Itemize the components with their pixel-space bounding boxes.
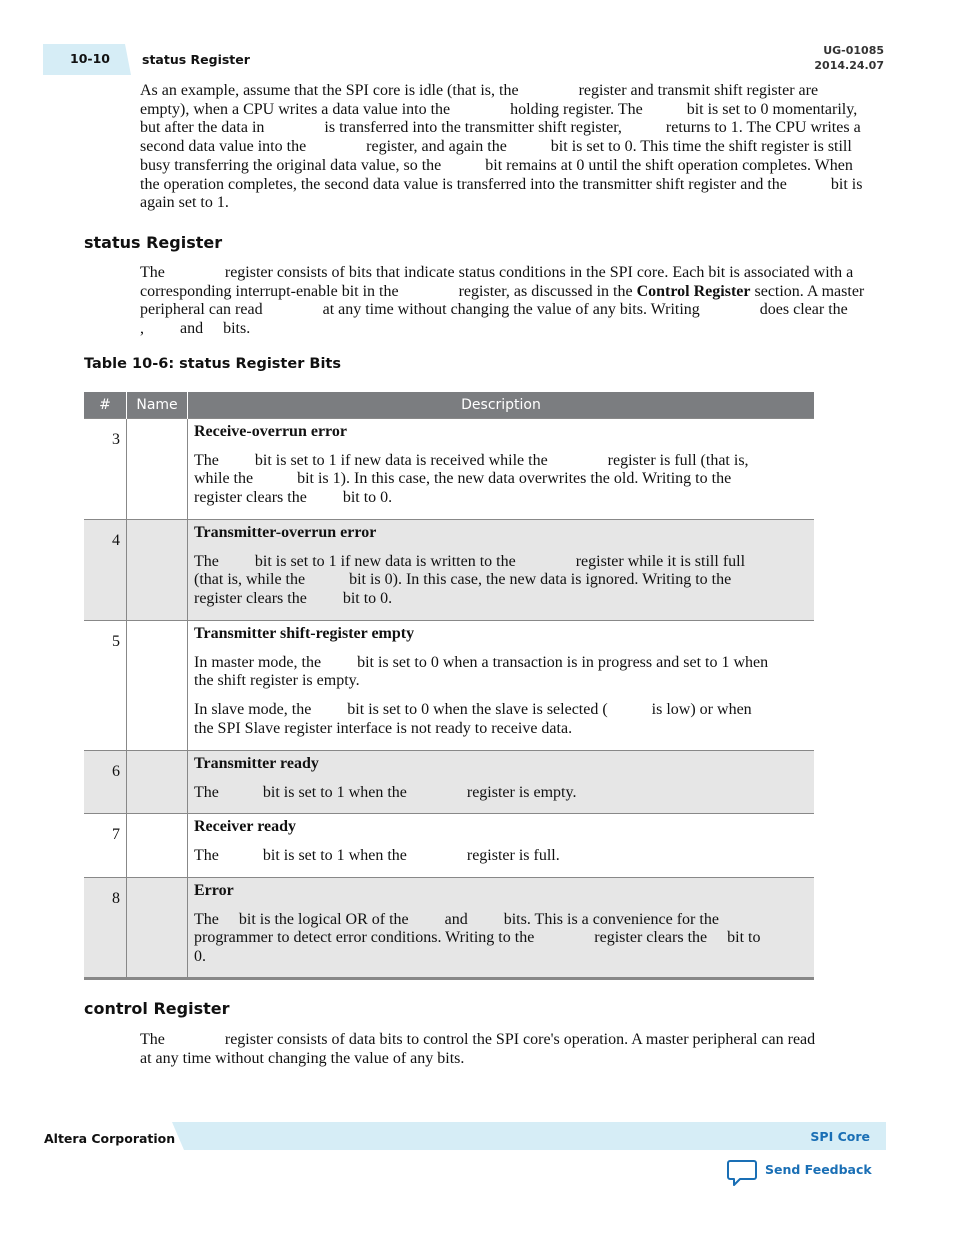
footer-band bbox=[172, 1122, 886, 1150]
bit-number: 7 bbox=[84, 814, 127, 878]
bit-name bbox=[127, 419, 188, 520]
status-register-heading: status Register bbox=[84, 233, 223, 252]
bit-description-text: In master mode, the bit is set to 0 when a transaction is in progress and set to 1 when the shift register is empty. bbox=[194, 653, 773, 690]
running-title: status Register bbox=[142, 52, 250, 67]
bit-description-text: In slave mode, the bit is set to 0 when the slave is selected ( is low) or when the SPI Slave register interface is not ready to receive data. bbox=[194, 701, 756, 737]
bit-number: 8 bbox=[84, 878, 127, 979]
bit-number: 6 bbox=[84, 751, 127, 814]
table-row bbox=[84, 520, 814, 621]
status-register-paragraph bbox=[140, 264, 876, 339]
col-header-description: Description bbox=[188, 392, 815, 419]
doc-date: 2014.24.07 bbox=[814, 59, 884, 72]
bit-number: 5 bbox=[84, 621, 127, 751]
bit-number: 4 bbox=[84, 520, 127, 621]
intro-paragraph: As an example, assume that the SPI core is idle (that is, the register and transmit shift register are empty), when a CPU writes a data value into the holding register. The bit is set to 0 momentarily, but after the data in is transferred into the transmitter shift register, returns to 1. The CPU writes a second data value into the register, and again the bit is set to 0. This time the shift register is still busy transferring the original data value, so the bit remains at 0 until the shift operation completes. When the operation completes, the second data value is transferred into the transmitter shift register and the bit is again set to 1. bbox=[140, 82, 867, 212]
footer-company: Altera Corporation bbox=[44, 1131, 176, 1146]
bit-title: Transmitter-overrun error bbox=[194, 524, 377, 541]
doc-id: UG-01085 bbox=[823, 44, 884, 57]
bit-description bbox=[188, 419, 815, 520]
bit-description bbox=[188, 814, 815, 878]
bit-name bbox=[127, 751, 188, 814]
col-header-bit: # bbox=[84, 392, 127, 419]
speech-bubble-icon[interactable] bbox=[727, 1159, 757, 1187]
bit-title: Receiver ready bbox=[194, 818, 297, 835]
bit-description-text: The bit is set to 1 if new data is written to the register while it is still full (that is, while the bit is 0). In this case, the new data is ignored. Writing to the register clears the bit to 0. bbox=[194, 552, 792, 608]
bit-title: Transmitter ready bbox=[194, 755, 319, 772]
table-header-row bbox=[84, 392, 814, 419]
bit-description bbox=[188, 751, 815, 814]
table-row bbox=[84, 814, 814, 878]
bit-title: Transmitter shift-register empty bbox=[194, 625, 415, 642]
bit-title: Receive-overrun error bbox=[194, 423, 347, 440]
status-text-part2: section. A master peripheral can read at any time without changing the value of any bits. Writing does clear the , and bits. bbox=[140, 282, 876, 338]
col-header-name: Name bbox=[127, 392, 188, 419]
bit-description bbox=[188, 621, 815, 751]
bit-description bbox=[188, 878, 815, 979]
doc-id-block bbox=[814, 43, 884, 73]
bit-title: Error bbox=[194, 882, 234, 899]
bit-description-text: The bit is the logical OR of the and bits. This is a convenience for the programmer to detect error conditions. Writing to the register clears the bit to 0. bbox=[194, 910, 765, 966]
status-text-part1: The register consists of bits that indicate status conditions in the SPI core. Each bit is associated with a corresponding interrupt-enable bit in the register, as discussed in the bbox=[140, 264, 858, 300]
page-number: 10-10 bbox=[70, 51, 110, 66]
table-row bbox=[84, 751, 814, 814]
control-register-heading: control Register bbox=[84, 999, 230, 1018]
bit-description-text: The bit is set to 1 when the register is full. bbox=[194, 846, 560, 864]
send-feedback-link[interactable]: Send Feedback bbox=[765, 1162, 872, 1177]
control-register-paragraph: The register consists of data bits to control the SPI core's operation. A master peripheral can read at any time without changing the value of any bits. bbox=[140, 1031, 884, 1067]
table-row bbox=[84, 621, 814, 751]
table-caption: Table 10-6: status Register Bits bbox=[84, 356, 341, 372]
table-row bbox=[84, 878, 814, 979]
bit-name bbox=[127, 520, 188, 621]
bit-number: 3 bbox=[84, 419, 127, 520]
table-row bbox=[84, 419, 814, 520]
status-register-bits-table bbox=[84, 392, 814, 980]
bit-name bbox=[127, 621, 188, 751]
bit-name bbox=[127, 814, 188, 878]
footer-chapter-link[interactable]: SPI Core bbox=[810, 1129, 870, 1144]
control-register-reference: Control Register bbox=[636, 282, 751, 300]
bit-description-text: The bit is set to 1 when the register is empty. bbox=[194, 783, 577, 801]
bit-name bbox=[127, 878, 188, 979]
bit-description-text: The bit is set to 1 if new data is received while the register is full (that is, while the bit is 1). In this case, the new data overwrites the old. Writing to the register clears the bit to 0. bbox=[194, 451, 792, 507]
bit-description bbox=[188, 520, 815, 621]
